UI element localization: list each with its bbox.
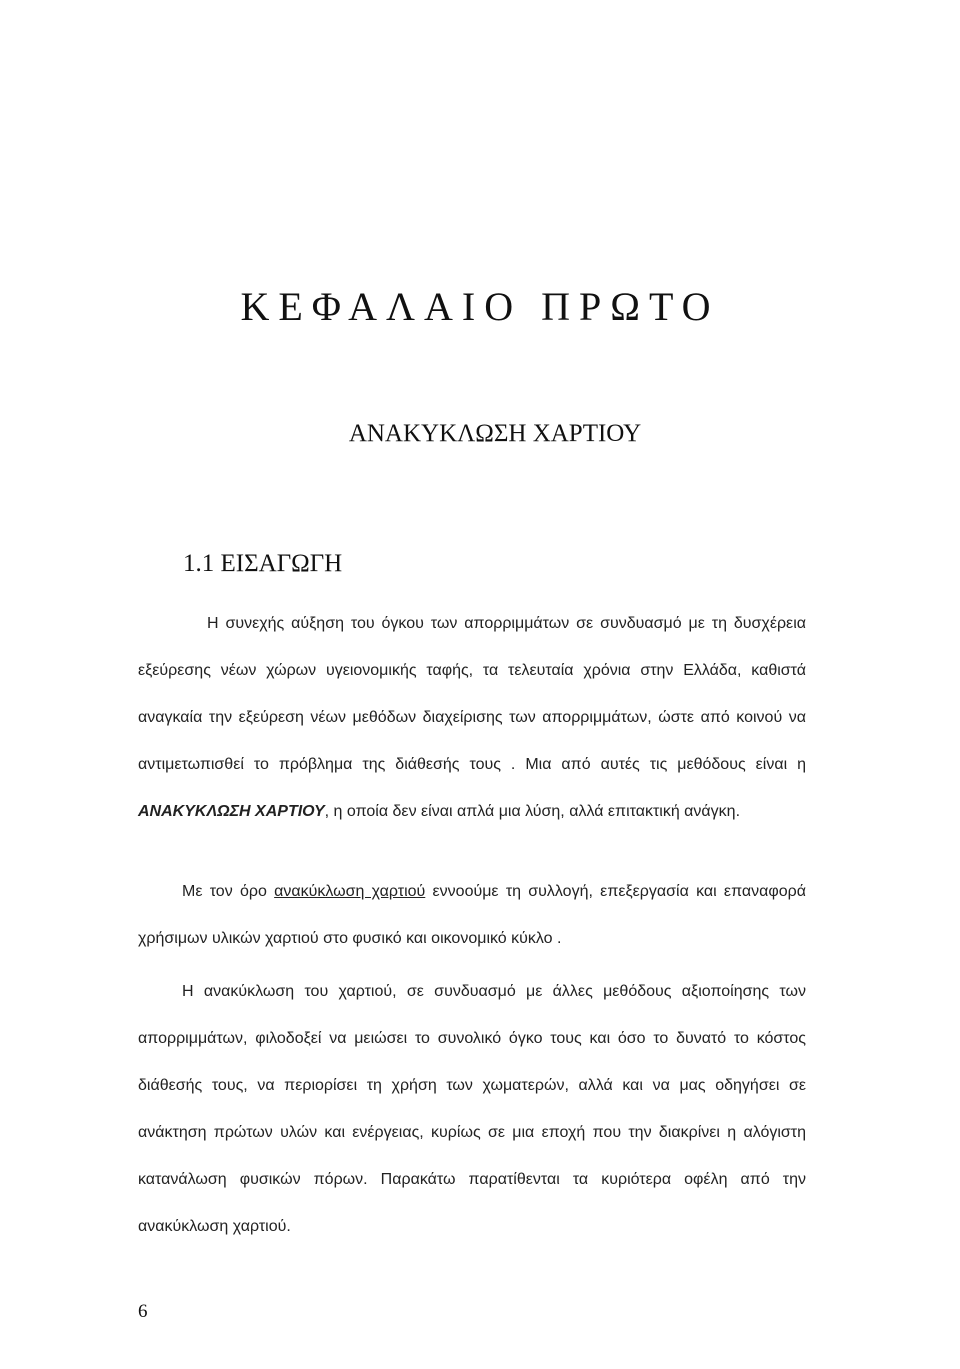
body-paragraph-3: Η ανακύκλωση του χαρτιού, σε συνδυασμό με άλλες μεθόδους αξιοποίησης των απορριμμάτων, φιλοδοξεί να μειώσει το συνολικό όγκο τους και όσο το δυνατό το κόστος διάθεσής τους, να περιορίσει τη χρήση των χωματερών, αλλά και να μας οδηγήσει σε ανάκτηση πρώτων υλών και ενέργειας, κυρίως σε μια εποχή που την διακρίνει η αλόγιστη κατανάλωση φυσικών πόρων. Παρακάτω παρατίθενται τα κυριότερα οφέλη από την ανακύκλωση χαρτιού. [138, 983, 806, 1235]
paragraph-1-text-start: Η συνεχής αύξηση του όγκου των απορριμμάτων σε συνδυασμό με τη δυσχέρεια εξεύρεσης νέων χώρων υγειονομικής ταφής, τα τελευταία χρόνια στην Ελλάδα, καθιστά αναγκαία την εξεύρεση νέων μεθόδων διαχείρισης των απορριμμάτων, ώστε από κοινού να αντιμετωπισθεί το πρόβλημα της διάθεσής τους . Μια από αυτές τις μεθόδους είναι η [138, 615, 806, 773]
paragraph-2-text-end: εννοούμε τη συλλογή, επεξεργασία και επαναφορά χρήσιμων υλικών χαρτιού στο φυσικό και οικονομικό κύκλο . [138, 883, 807, 947]
paragraph-2-text-start: Με τον όρο [182, 883, 275, 900]
paragraph-1-text-end: , η οποία δεν είναι απλά μια λύση, αλλά επιτακτική ανάγκη. [324, 803, 741, 820]
body-paragraph-2 [138, 868, 806, 962]
document-subtitle: ΑΝΑΚΥΚΛΩΣΗ ΧΑΡΤΙΟΥ [348, 420, 642, 447]
page-number: 6 [138, 1301, 148, 1322]
paragraph-2-underlined-term: ανακύκλωση χαρτιού [274, 883, 426, 900]
paragraph-1-emphasis: ΑΝΑΚΥΚΛΩΣΗ ΧΑΡΤΙΟΥ [138, 803, 325, 820]
body-paragraph-1 [138, 600, 806, 835]
section-heading: 1.1 ΕΙΣΑΓΩΓΗ [183, 550, 343, 577]
chapter-title: ΚΕΦΑΛΑΙΟ ΠΡΩΤΟ [240, 284, 720, 329]
